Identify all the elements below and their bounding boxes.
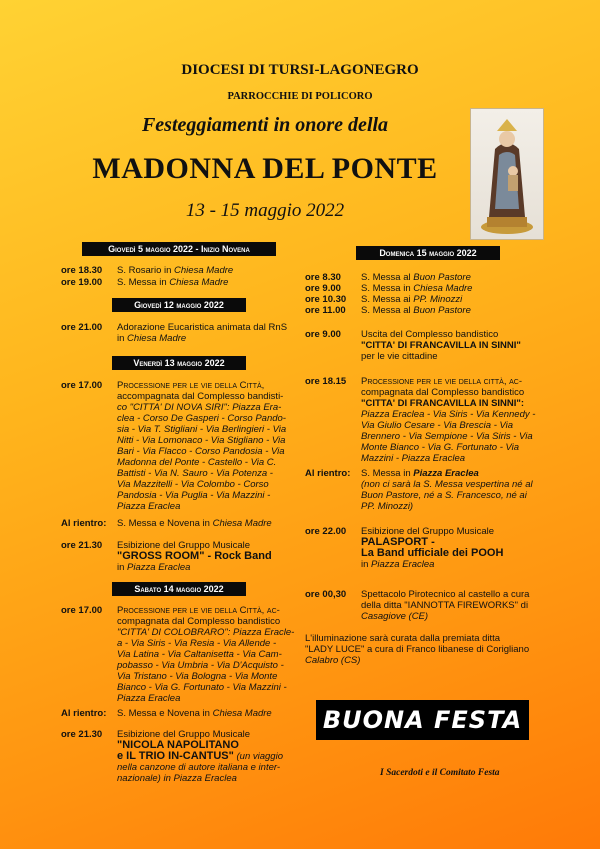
time-label: ore 17.00 xyxy=(61,380,103,391)
time-label: ore 21.30 xyxy=(61,540,103,551)
event-text: Adorazione Eucaristica animata dal RnS in Chiesa Madre xyxy=(117,322,288,344)
concert-text: Esibizione del Gruppo Musicale "GROSS ROOM" - Rock Band in Piazza Eraclea xyxy=(117,540,272,573)
event-text: S. Messa in Chiesa Madre xyxy=(117,277,229,288)
signature: I Sacerdoti e il Comitato Festa xyxy=(380,768,500,778)
rientro-label: Al rientro: xyxy=(61,708,107,719)
time-label: ore 10.30 xyxy=(305,294,347,305)
time-label: ore 11.00 xyxy=(305,305,346,316)
event-text: Uscita del Complesso bandistico "CITTA' DI FRANCAVILLA IN SINNI" per le vie cittadine xyxy=(361,329,521,362)
time-label: ore 19.00 xyxy=(61,277,103,288)
day-header-giovedi-5: Giovedì 5 maggio 2022 - Inizio Novena xyxy=(82,242,276,256)
lighting-note: L'illuminazione sarà curata dalla premiata ditta "LADY LUCE" a cura di Franco libanese di Corigliano Calabro (CS) xyxy=(305,633,530,666)
madonna-statue-image xyxy=(470,108,544,240)
rientro-label: Al rientro: xyxy=(305,468,351,479)
festivities-heading: Festeggiamenti in onore della xyxy=(141,114,389,136)
fireworks-text: Spettacolo Pirotecnico al castello a cura della ditta "IANNOTTA FIREWORKS" di Casagiove (CE) xyxy=(361,589,530,622)
day-header-sabato-14: Sabato 14 maggio 2022 xyxy=(112,582,246,596)
time-label: ore 21.30 xyxy=(61,729,103,740)
event-text: S. Messa e Novena in Chiesa Madre xyxy=(117,518,272,529)
event-dates: 13 - 15 maggio 2022 xyxy=(185,200,345,221)
concert-text: Esibizione del Gruppo Musicale PALASPORT - La Band ufficiale dei POOH in Piazza Eraclea xyxy=(361,526,504,570)
time-label: ore 18.30 xyxy=(61,265,103,276)
time-label: ore 17.00 xyxy=(61,605,103,616)
event-text: S. Messa in Chiesa Madre xyxy=(361,283,473,294)
time-label: ore 21.00 xyxy=(61,322,103,333)
day-header-venerdi-13: Venerdì 13 maggio 2022 xyxy=(112,356,246,370)
concert-text: Esibizione del Gruppo Musicale "NICOLA NAPOLITANO e IL TRIO IN-CANTUS" (un viaggio nella canzone di autore italiana e inter- nazionale) in Piazza Eraclea xyxy=(117,729,283,784)
time-label: ore 9.00 xyxy=(305,329,341,340)
time-label: ore 18.15 xyxy=(305,376,347,387)
time-label: ore 00,30 xyxy=(305,589,347,600)
greeting-banner: BUONA FESTA xyxy=(316,700,529,740)
procession-route: Processione per le vie della Città, accompagnata dal Complesso bandisti- co "CITTA' DI NOVA SIRI": Piazza Era- clea - Corso De Gasperi - Corso Pando- sia - Via T. Stigliani - Via Berlingieri - Via Nitti - Via Lomonaco - Via Stigliano - Via Bari - Via Flacco - Corso Pandosia - Via Madonna del Ponte - Castello - Via C. Battisti - Via N. Sauro - Via Potenza - Via Mazzitelli - Via Colombo - Corso Pandosia - Via Puglia - Via Mazzini - Piazza Eraclea xyxy=(117,380,287,512)
time-label: ore 22.00 xyxy=(305,526,347,537)
event-text: S. Messa al Buon Pastore xyxy=(361,272,471,283)
time-label: ore 9.00 xyxy=(305,283,341,294)
event-text: S. Messa e Novena in Chiesa Madre xyxy=(117,708,272,719)
madonna-statue-icon xyxy=(471,109,543,239)
time-label: ore 8.30 xyxy=(305,272,341,283)
day-header-giovedi-12: Giovedì 12 maggio 2022 xyxy=(112,298,246,312)
event-text: S. Messa al Buon Pastore xyxy=(361,305,471,316)
procession-route: Processione per le vie della città, ac- compagnata dal Complesso bandistico "CITTA' DI FRANCAVILLA IN SINNI": Piazza Eraclea - Via Siris - Via Kennedy - Via Giulio Cesare - Via Brescia - Via Brennero - Via Sempione - Via Siris - Via Monte Bianco - Via G. Fortunato - Via Mazzini - Piazza Eraclea xyxy=(361,376,536,464)
diocese-heading: DIOCESI DI TURSI-LAGONEGRO xyxy=(181,62,419,78)
event-text: S. Messa in Piazza Eraclea (non ci sarà la S. Messa vespertina né al Buon Pastore, né a S. Francesco, né ai PP. Minozzi) xyxy=(361,468,533,512)
day-header-domenica-15: Domenica 15 maggio 2022 xyxy=(356,246,500,260)
parishes-heading: PARROCCHIE DI POLICORO xyxy=(227,91,373,102)
event-text: S. Messa ai PP. Minozzi xyxy=(361,294,463,305)
event-text: S. Rosario in Chiesa Madre xyxy=(117,265,234,276)
procession-route: Processione per le vie della Città, ac- compagnata dal Complesso bandistico "CITTA' DI COLOBRARO": Piazza Eracle- a - Via Siris - Via Resia - Via Allende - Via Latina - Via Caltanisetta - Via Cam- pobasso - Via Umbria - Via D'Acquisto - Via Tristano - Via Bologna - Via Monte Bianco - Via G. Fortunato - Via Mazzini - Piazza Eraclea xyxy=(117,605,295,704)
rientro-label: Al rientro: xyxy=(61,518,107,529)
page-title: MADONNA DEL PONTE xyxy=(92,152,438,185)
